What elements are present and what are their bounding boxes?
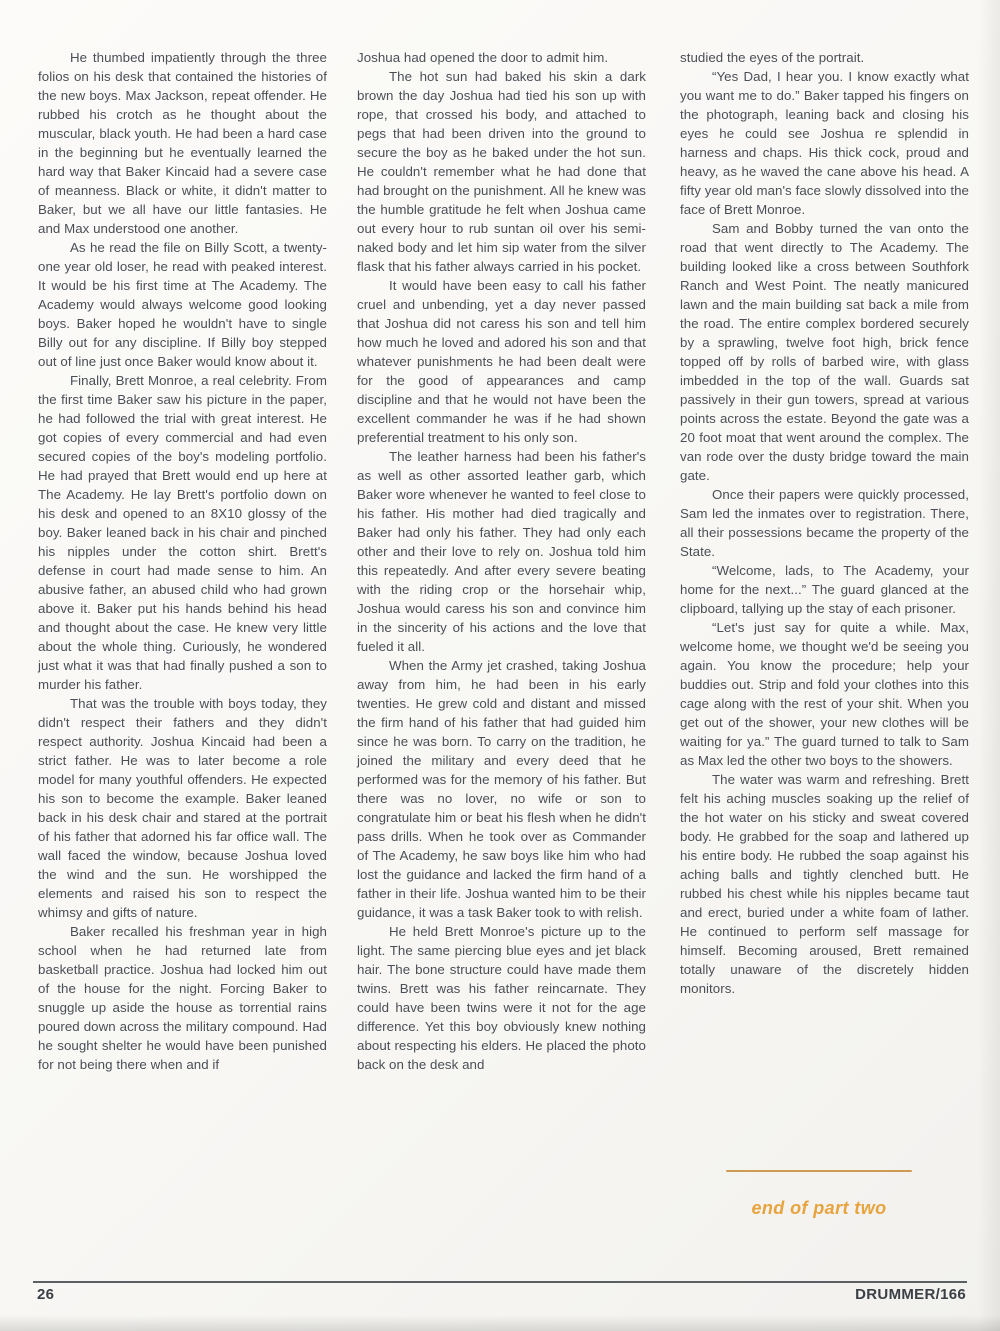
end-marker-text: end of part two (751, 1198, 887, 1218)
text-column-right (680, 48, 969, 998)
story-paragraph: Joshua had opened the door to admit him. (357, 50, 609, 65)
story-paragraph: As he read the file on Billy Scott, a twenty-one year old loser, he read with peaked interest. It would be his first time at The Academy. The Academy would always welcome good looking boys. Baker hoped he wouldn't have to single Billy out for any discipline. If Billy boy stepped out of line just once Baker would know about it. (38, 240, 327, 369)
footer-rule (33, 1281, 967, 1283)
story-paragraph: The hot sun had baked his skin a dark brown the day Joshua had tied his son up with rope, that crossed his body, and attached to pegs that had been driven into the ground to secure the boy as he baked under the hot sun. He couldn't remember what he had done that had brought on the punishment. All he knew was the humble gratitude he felt when Joshua came out every hour to rub suntan oil over his semi-naked body and let him sip water from the silver flask that his father always carried in his pocket. (357, 69, 646, 274)
magazine-title: DRUMMER/166 (855, 1286, 966, 1303)
story-paragraph: He thumbed impatiently through the three folios on his desk that contained the histories of the new boys. Max Jackson, repeat offender. He rubbed his crotch as he thought about the muscular, black youth. He had been a hard case in the beginning but he eventually learned the hard way that Baker Kincaid had a severe case of meanness. Black or white, it didn't matter to Baker, but we all have our little fantasies. He and Max understood one another. (38, 50, 327, 236)
story-paragraph: Baker recalled his freshman year in high school when he had returned late from basketball practice. Joshua had locked him out of the house for the night. Forcing Baker to snuggle up aside the house as torrential rains poured down across the military compound. Had he sought shelter he would have been punished for not being there when and if (38, 924, 327, 1072)
text-column-left (38, 48, 327, 1074)
story-paragraph: The water was warm and refreshing. Brett felt his aching muscles soaking up the relief of the hot water on his sticky and sweat covered body. He grabbed for the soap and lathered up his entire body. He rubbed the soap against his aching balls and tightly clenched butt. He rubbed his chest while his nipples became taut and erect, buried under a white foam of lather. He continued to perform self massage for himself. Becoming aroused, Brett remained totally unaware of the discretely hidden monitors. (680, 772, 969, 996)
end-marker-rule (726, 1170, 912, 1172)
story-paragraph: Sam and Bobby turned the van onto the road that went directly to The Academy. The building looked like a cross between Southfork Ranch and West Point. The neatly manicured lawn and the main building sat back a mile from the road. The entire complex bordered securely by a sprawling, twelve foot high, brick fence topped off by rolls of barbed wire, with glass imbedded in the top of the wall. Guards sat passively in their gun towers, spread at various points across the estate. Beyond the gate was a 20 foot moat that went around the complex. The van rode over the dusty bridge toward the main gate. (680, 221, 969, 483)
story-paragraph: “Yes Dad, I hear you. I know exactly what you want me to do.” Baker tapped his fingers on the photograph, leaning back and closing his eyes he could see Joshua re splendid in harness and chaps. His thick cock, proud and heavy, as he waved the cane above his head. A fifty year old man's face slowly dissolved into the face of Brett Monroe. (680, 69, 969, 217)
story-paragraph: When the Army jet crashed, taking Joshua away from him, he had been in his early twenties. He grew cold and distant and missed the firm hand of his father that had guided him since he was born. To carry on the tradition, he joined the military and every deed that he performed was for the memory of his father. But there was no lover, no wife or son to congratulate him or beat his flesh when he didn't pass drills. When he took over as Commander of The Academy, he saw boys like him who had lost the guidance and lacked the firm hand of a father in their life. Joshua wanted him to be their guidance, it was a task Baker took to with relish. (357, 658, 646, 920)
text-column-middle (357, 48, 646, 1074)
story-paragraph: That was the trouble with boys today, they didn't respect their fathers and they didn't respect authority. Joshua Kincaid had been a strict father. He was to later become a role model for many youthful offenders. He expected his son to become the example. Baker leaned back in his desk chair and stared at the portrait of his father that adorned his far office wall. The wall faced the window, because Joshua loved the wind and the sun. He worshipped the elements and raised his son to respect the whimsy and gifts of nature. (38, 696, 327, 920)
story-paragraph: It would have been easy to call his father cruel and unbending, yet a day never passed that Joshua did not caress his son and tell him how much he loved and adored his son and that whatever punishments he had been dealt were for the good of appearances and camp discipline and that he would not have been the excellent commander he was if he had shown preferential treatment to his only son. (357, 278, 646, 445)
story-paragraph: Once their papers were quickly processed, Sam led the inmates over to registration. There, all their possessions became the property of the State. (680, 487, 969, 559)
story-paragraph: studied the eyes of the portrait. (680, 50, 865, 65)
end-of-part-marker (698, 1170, 940, 1219)
story-paragraph: “Welcome, lads, to The Academy, your home for the next...” The guard glanced at the clipboard, tallying up the stay of each prisoner. (680, 563, 969, 616)
story-paragraph: “Let's just say for quite a while. Max, welcome home, we thought we'd be seeing you again. You know the procedure; help your buddies out. Strip and fold your clothes into this cage along with the rest of your shit. When you get out of the shower, your new clothes will be waiting for ya.” The guard turned to talk to Sam as Max led the other two boys to the showers. (680, 620, 969, 768)
story-paragraph: He held Brett Monroe's picture up to the light. The same piercing blue eyes and jet black hair. The bone structure could have made them twins. Brett was his father reincarnate. They could have been twins were it not for the age difference. Yet this boy obviously knew nothing about respecting his elders. He placed the photo back on the desk and (357, 924, 646, 1072)
story-paragraph: The leather harness had been his father's as well as other assorted leather garb, which Baker wore whenever he wanted to feel close to his father. His mother had died tragically and Baker had only his father. They had only each other and their love to rely on. Joshua told him this repeatedly. And after every severe beating with the riding crop or the horsehair whip, Joshua would caress his son and convince him in the sincerity of his actions and the love that fueled it all. (357, 449, 646, 654)
page-number: 26 (37, 1286, 55, 1303)
story-paragraph: Finally, Brett Monroe, a real celebrity. From the first time Baker saw his picture in the paper, he had followed the trial with great interest. He got copies of every commercial and had even secured copies of the boy's modeling portfolio. He had prayed that Brett would end up here at The Academy. He lay Brett's portfolio down on his desk and opened to an 8X10 glossy of the boy. Baker leaned back in his chair and pinched his nipples under the cotton shirt. Brett's defense in court had made sense to him. An abusive father, an abused child who had grown above it. Baker put his hands behind his head and thought about the case. He knew very little about the whole thing. Curiously, he wondered just what it was that had finally pushed a son to murder his father. (38, 373, 327, 692)
